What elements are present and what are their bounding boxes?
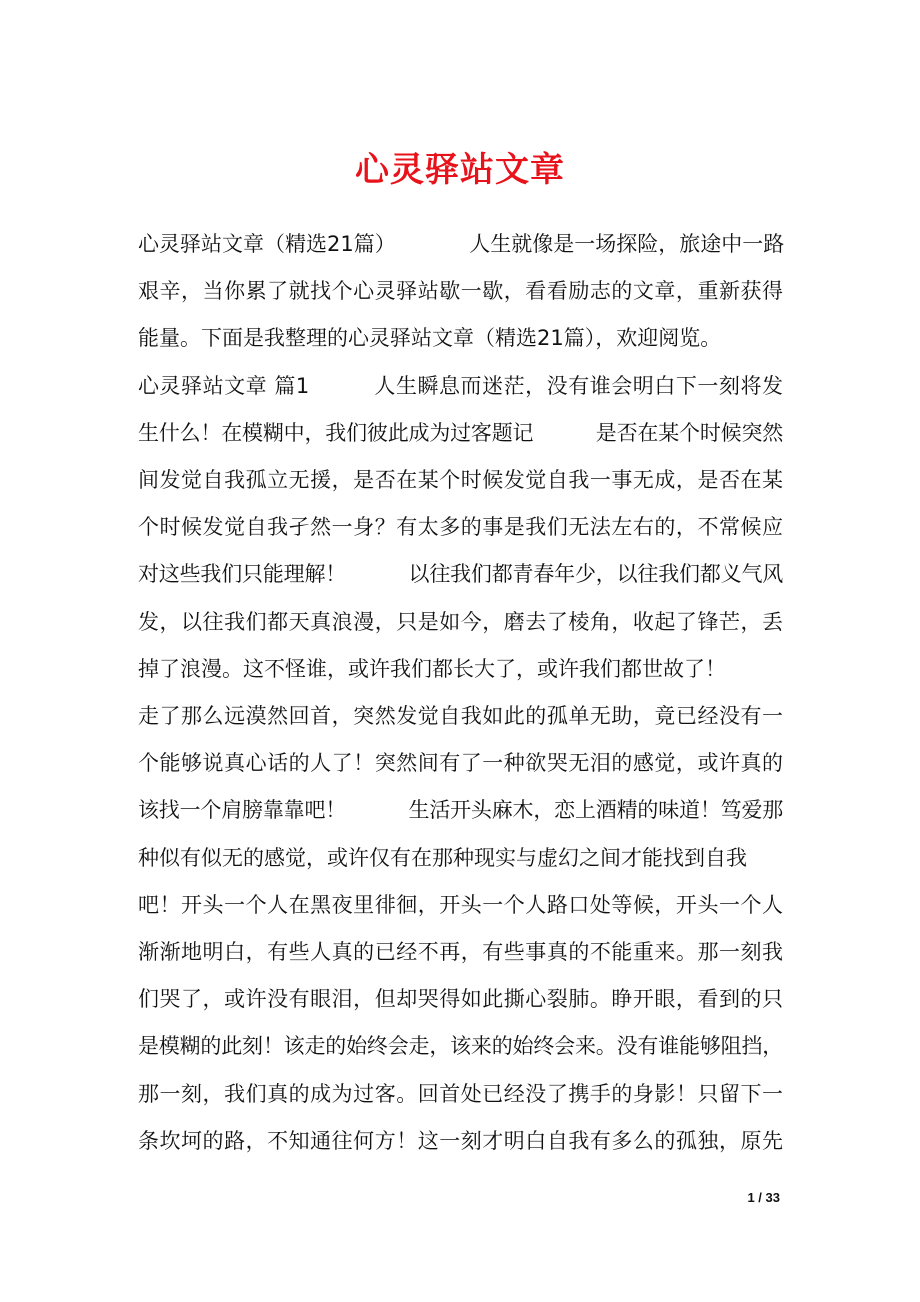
text-line: 对这些我们只能理解！ 以往我们都青春年少，以往我们都义气风 bbox=[138, 562, 783, 587]
text-line: 个时候发觉自我孑然一身？有太多的事是我们无法左右的，不常候应 bbox=[138, 515, 783, 540]
text-line: 走了那么远漠然回首，突然发觉自我如此的孤单无助，竟已经没有一 bbox=[138, 704, 783, 728]
text-line: 个能够说真心话的人了！突然间有了一种欲哭无泪的感觉，或许真的 bbox=[138, 751, 783, 776]
text-line: 艰辛，当你累了就找个心灵驿站歇一歇，看看励志的文章，重新获得 bbox=[138, 279, 783, 304]
text-line: 生什么！在模糊中，我们彼此成为过客题记 是否在某个时候突然 bbox=[138, 420, 783, 445]
text-line: 那一刻，我们真的成为过客。回首处已经没了携手的身影！只留下一 bbox=[138, 1081, 783, 1106]
text-line: 能量。下面是我整理的心灵驿站文章（精选21篇），欢迎阅览。 bbox=[138, 326, 722, 351]
page-number: 1 / 33 bbox=[747, 1190, 780, 1205]
text-line: 掉了浪漫。这不怪谁，或许我们都长大了，或许我们都世故了！ bbox=[138, 656, 726, 681]
text-line: 间发觉自我孤立无援，是否在某个时候发觉自我一事无成，是否在某 bbox=[138, 468, 783, 492]
text-line: 心灵驿站文章（精选21篇） 人生就像是一场探险，旅途中一路 bbox=[138, 232, 785, 256]
text-line: 该找一个肩膀靠靠吧！ 生活开头麻木，恋上酒精的味道！笃爱那 bbox=[138, 798, 783, 823]
text-line: 心灵驿站文章 篇1 人生瞬息而迷茫，没有谁会明白下一刻将发 bbox=[138, 373, 783, 398]
text-line: 吧！开头一个人在黑夜里徘徊，开头一个人路口处等候，开头一个人 bbox=[138, 892, 783, 917]
text-line: 渐渐地明白，有些人真的已经不再，有些事真的不能重来。那一刻我 bbox=[138, 940, 783, 964]
text-line: 种似有似无的感觉，或许仅有在那种现实与虚幻之间才能找到自我 bbox=[138, 845, 747, 870]
text-line: 们哭了，或许没有眼泪，但却哭得如此撕心裂肺。睁开眼，看到的只 bbox=[138, 987, 783, 1012]
text-line: 条坎坷的路，不知通往何方！这一刻才明白自我有多么的孤独，原先 bbox=[138, 1128, 783, 1153]
text-line: 发，以往我们都天真浪漫，只是如今，磨去了棱角，收起了锋芒，丢 bbox=[138, 609, 783, 634]
document-title: 心灵驿站文章 bbox=[355, 150, 565, 190]
text-line: 是模糊的此刻！该走的始终会走，该来的始终会来。没有谁能够阻挡， bbox=[138, 1034, 783, 1059]
